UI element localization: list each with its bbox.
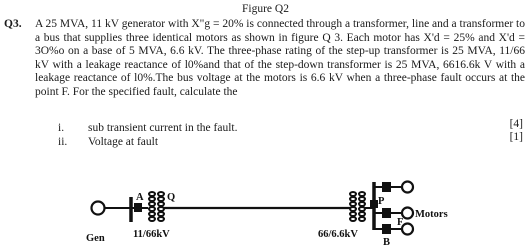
transformer-2-rating: 66/6.6kV [318,229,358,240]
fault-point-label: F [397,217,404,228]
transformer-1-rating: 11/66kV [133,229,170,240]
bus-p-label: P [378,196,385,207]
sub-question-1-text: sub transient current in the fault. [88,122,238,134]
sub-question-2-text: Voltage at fault [88,135,159,148]
sub-question-2-number: ii. [58,135,68,148]
bus-b-label: B [383,237,391,248]
generator-symbol [92,202,105,215]
question-number: Q3. [4,18,22,30]
bus-q-label: Q [167,192,176,203]
breaker-a-label: A [136,192,144,203]
breaker-p [370,200,378,208]
transformer-2-primary [350,192,356,221]
motor-1-symbol [402,182,413,193]
motor-2-symbol [402,208,413,219]
motor-3-symbol [402,224,413,235]
motors-label: Motors [415,209,448,220]
generator-label: Gen [86,233,105,244]
transformer-1-primary [149,192,155,221]
marks-2: [1] [509,131,523,143]
figure-caption: Figure Q2 [242,3,289,15]
marks-1: [4] [509,118,523,130]
transformer-2-secondary [359,192,365,221]
transformer-1-secondary [158,192,164,221]
question-body: A 25 MVA, 11 kV generator with X"g = 20% is connected through a transformer, line and a transformer to a bus that supplies three identical motors as shown in figure Q 3. Each motor has X'd = 25% and X'd = 3O%o on a base of 5 MVA, 6.6 kV. The three-phase rating of the step-up transformer is 25 MVA, 11/66 kV with a leakage reactance of l0%and that of the step-down transformer is 25 MVA, 6616.6k V with a leakage reactance of l0%.The bus voltage at the motors is 6.6 kV when a three-phase fault occurs at the point F. For the specified fault, calculate the [35,18,525,98]
motor-3-breaker [382,224,391,234]
sub-question-1-number: i. [58,122,65,134]
motor-1-breaker [382,182,391,192]
motor-2-breaker [382,208,391,218]
